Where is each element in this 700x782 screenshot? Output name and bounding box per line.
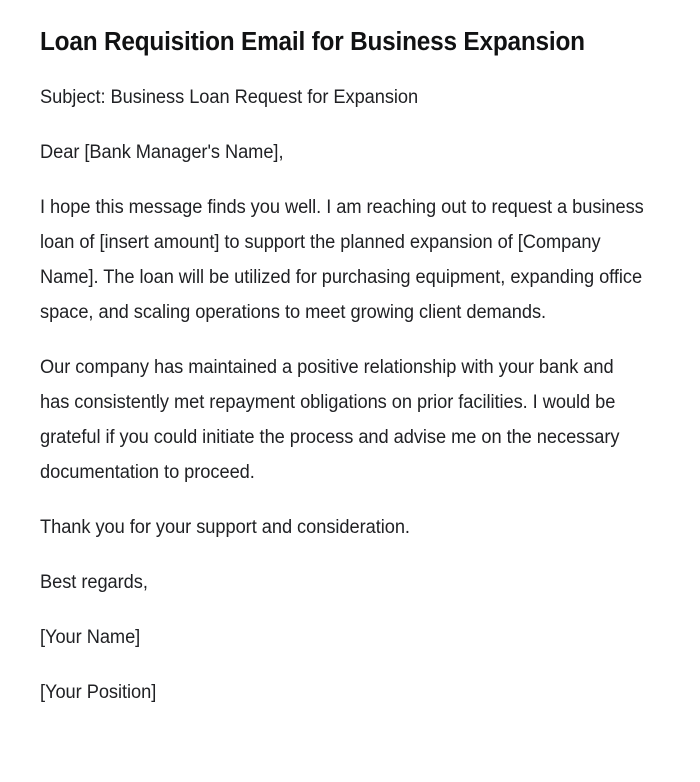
email-closing-thanks: Thank you for your support and consideration. [40, 517, 410, 538]
signature-position-placeholder: [Your Position] [40, 682, 157, 703]
spacer [40, 600, 646, 620]
spacer-after-title [40, 58, 646, 80]
email-template-article [40, 26, 646, 710]
spacer [40, 330, 646, 350]
spacer [40, 170, 646, 190]
email-sign-off: Best regards, [40, 572, 148, 593]
email-body-paragraph-2: Our company has maintained a positive relationship with your bank and has consistently met repayment obligations on prior facilities. I would be grateful if you could initiate the process and advise me on the necessary documentation to proceed. [40, 357, 620, 483]
email-body-paragraph-1: I hope this message finds you well. I am reaching out to request a business loan of [insert amount] to support the planned expansion of [Company Name]. The loan will be utilized for purchasing equipment, expanding office space, and scaling operations to meet growing client demands. [40, 197, 644, 323]
page-title: Loan Requisition Email for Business Expansion [40, 28, 585, 56]
spacer [40, 115, 646, 135]
spacer [40, 655, 646, 675]
spacer [40, 490, 646, 510]
email-subject-line: Subject: Business Loan Request for Expansion [40, 87, 419, 108]
signature-name-placeholder: [Your Name] [40, 627, 141, 648]
email-salutation: Dear [Bank Manager's Name], [40, 142, 284, 163]
spacer [40, 545, 646, 565]
